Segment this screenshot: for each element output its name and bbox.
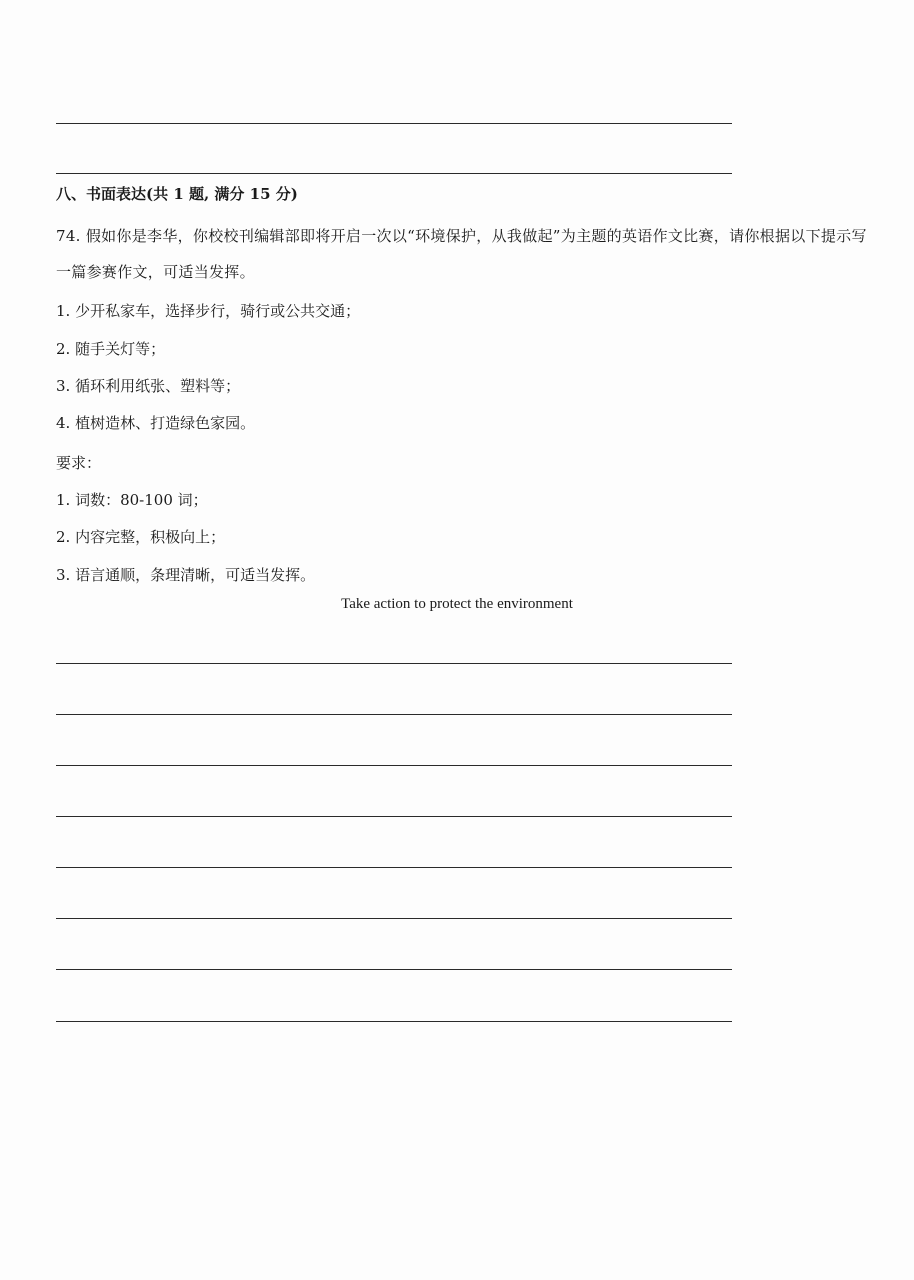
answer-line (56, 123, 732, 124)
writing-line[interactable] (56, 1021, 732, 1022)
writing-line[interactable] (56, 816, 732, 817)
hint-item: 2. 随手关灯等； (56, 340, 166, 358)
writing-line[interactable] (56, 663, 732, 664)
hint-item: 1. 少开私家车，选择步行，骑行或公共交通； (56, 302, 361, 320)
hint-item: 3. 循环利用纸张、塑料等； (56, 377, 241, 395)
writing-line[interactable] (56, 918, 732, 919)
essay-title: Take action to protect the environment (341, 596, 573, 612)
requirement-item: 3. 语言通顺，条理清晰，可适当发挥。 (56, 566, 316, 584)
writing-line[interactable] (56, 969, 732, 970)
section-title: 八、书面表达(共 1 题, 满分 15 分) (56, 185, 298, 203)
writing-line[interactable] (56, 765, 732, 766)
writing-line[interactable] (56, 714, 732, 715)
requirements-heading: 要求： (56, 454, 102, 472)
requirement-item: 2. 内容完整，积极向上； (56, 528, 226, 546)
question-prompt: 74. 假如你是李华，你校校刊编辑部即将开启一次以“环境保护，从我做起”为主题的英语作文比赛，请你根据以下提示写一篇参赛作文，可适当发挥。 (56, 227, 867, 281)
requirement-item: 1. 词数：80-100 词； (56, 491, 208, 509)
writing-line[interactable] (56, 867, 732, 868)
hint-item: 4. 植树造林、打造绿色家园。 (56, 414, 256, 432)
answer-line (56, 173, 732, 174)
